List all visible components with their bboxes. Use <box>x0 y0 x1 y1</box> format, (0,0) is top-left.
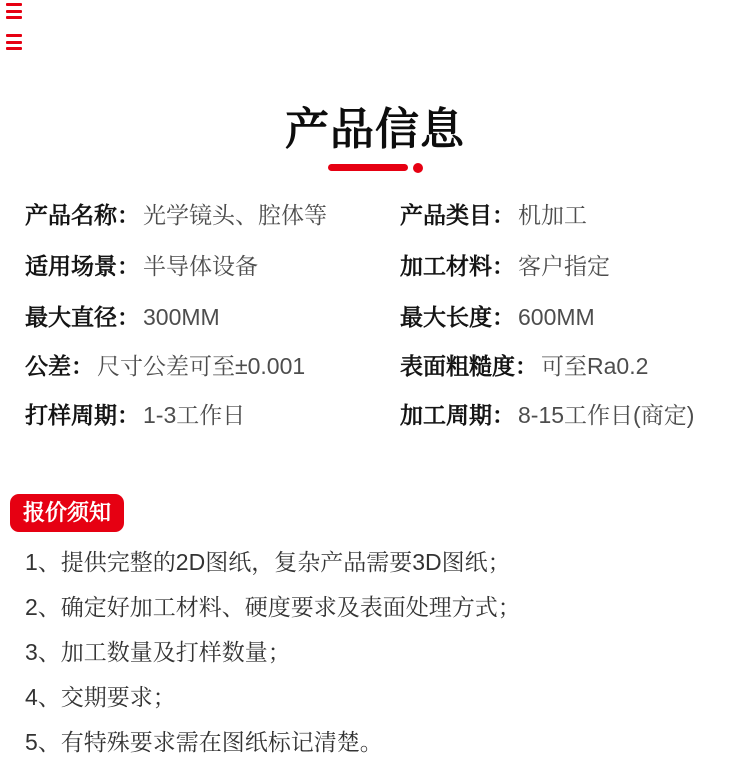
spec-label: 加工周期： <box>400 402 515 428</box>
spec-label: 适用场景： <box>25 253 140 279</box>
notice-list <box>25 546 730 771</box>
spec-item-material <box>400 248 610 281</box>
spec-value: 600MM <box>518 304 595 330</box>
notice-item: 5、有特殊要求需在图纸标记清楚。 <box>25 729 383 755</box>
spec-item-product-category <box>400 197 587 230</box>
spec-value: 300MM <box>143 304 220 330</box>
spec-label: 打样周期： <box>25 402 140 428</box>
spec-item-use-scene <box>25 248 400 281</box>
notice-item: 4、交期要求； <box>25 684 176 710</box>
left-edge-red-marks <box>6 3 22 50</box>
spec-value: 机加工 <box>518 202 587 228</box>
spec-label: 最大长度： <box>400 304 515 330</box>
product-info-header <box>0 104 750 173</box>
mark-stroke <box>6 10 22 13</box>
spec-item-tolerance <box>25 348 400 381</box>
notice-badge: 报价须知 <box>10 494 124 532</box>
underline-dot <box>413 163 423 173</box>
spec-item-max-length <box>400 299 595 332</box>
spec-value: 半导体设备 <box>143 253 258 279</box>
red-stroke-mark-icon <box>6 3 22 19</box>
spec-label: 产品类目： <box>400 202 515 228</box>
spec-item-max-diameter <box>25 299 400 332</box>
spec-label: 产品名称： <box>25 202 140 228</box>
spec-value: 尺寸公差可至±0.001 <box>97 353 306 379</box>
spec-item-surface-roughness <box>400 348 648 381</box>
spec-row <box>0 239 750 290</box>
mark-stroke <box>6 3 22 6</box>
notice-item: 1、提供完整的2D图纸，复杂产品需要3D图纸； <box>25 549 511 575</box>
spec-value: 可至Ra0.2 <box>541 353 649 379</box>
notice-item: 2、确定好加工材料、硬度要求及表面处理方式； <box>25 594 521 620</box>
mark-stroke <box>6 16 22 19</box>
spec-row <box>0 388 750 439</box>
spec-value: 光学镜头、腔体等 <box>143 202 327 228</box>
spec-value: 客户指定 <box>518 253 610 279</box>
spec-list <box>0 188 750 439</box>
spec-item-machining-cycle <box>400 397 694 430</box>
spec-item-product-name <box>25 197 400 230</box>
spec-label: 加工材料： <box>400 253 515 279</box>
mark-stroke <box>6 47 22 50</box>
spec-label: 表面粗糙度： <box>400 353 538 379</box>
spec-label: 公差： <box>25 353 94 379</box>
notice-item: 3、加工数量及打样数量； <box>25 639 291 665</box>
spec-row <box>0 188 750 239</box>
section-title: 产品信息 <box>285 105 465 154</box>
mark-stroke <box>6 41 22 44</box>
spec-label: 最大直径： <box>25 304 140 330</box>
underline-bar <box>328 164 408 171</box>
spec-value: 8-15工作日(商定) <box>518 402 695 428</box>
spec-row <box>0 341 750 388</box>
spec-value: 1-3工作日 <box>143 402 246 428</box>
title-underline-decoration <box>0 163 750 173</box>
spec-row <box>0 290 750 341</box>
red-stroke-mark-icon <box>6 34 22 50</box>
spec-item-sample-cycle <box>25 397 400 430</box>
mark-stroke <box>6 34 22 37</box>
